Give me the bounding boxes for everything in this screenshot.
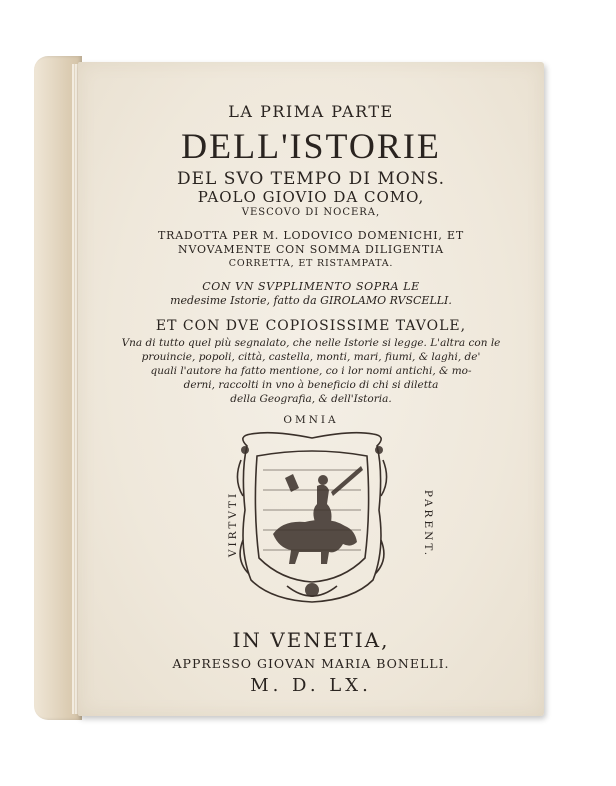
book: [34, 44, 546, 724]
title-page: [78, 62, 544, 716]
motto-right: PARENT.: [422, 489, 435, 559]
motto-left: VIRTVTI: [227, 490, 240, 558]
title-line-1: LA PRIMA PARTE: [228, 102, 394, 121]
supplement-author-line: medesime Istorie, fatto da GIROLAMO RVSCELLI.: [170, 294, 452, 307]
main-title: DELL'ISTORIE: [181, 126, 441, 166]
description-line-5: della Geografia, & dell'Istoria.: [230, 393, 392, 405]
edition-line-2: CORRETTA, ET RISTAMPATA.: [228, 258, 394, 269]
description-line-1: Vna di tutto quel più segnalato, che nelle Istorie si legge. L'altra con le: [121, 337, 501, 349]
translator-line: TRADOTTA PER M. LODOVICO DOMENICHI, ET: [158, 229, 464, 242]
description-line-4: derni, raccolti in vno à beneficio di chi si diletta: [183, 379, 439, 391]
imprint-printer: APPRESSO GIOVAN MARIA BONELLI.: [172, 656, 450, 671]
description-line-3: quali l'autore ha fatto mentione, co i lor nomi antichi, & mo-: [150, 365, 472, 377]
title-page-text: [108, 102, 514, 696]
author-line: PAOLO GIOVIO DA COMO,: [197, 188, 425, 206]
printer-device: [108, 414, 514, 614]
indexes-heading: ET CON DVE COPIOSISSIME TAVOLE,: [155, 318, 467, 334]
printer-device-lion-rider-icon: [233, 430, 391, 606]
author-office: VESCOVO DI NOCERA,: [241, 207, 381, 218]
supplement-line: CON VN SVPPLIMENTO SOPRA LE: [202, 280, 420, 293]
edition-line: NVOVAMENTE CON SOMMA DILIGENTIA: [178, 243, 444, 256]
description-line-2: prouincie, popoli, città, castella, monti, mari, fiumi, & laghi, de': [141, 351, 481, 363]
imprint-city: IN VENETIA,: [232, 628, 390, 652]
title-line-3: DEL SVO TEMPO DI MONS.: [176, 169, 446, 189]
imprint-date: M. D. LX.: [250, 675, 372, 696]
motto-top: OMNIA: [283, 414, 339, 426]
